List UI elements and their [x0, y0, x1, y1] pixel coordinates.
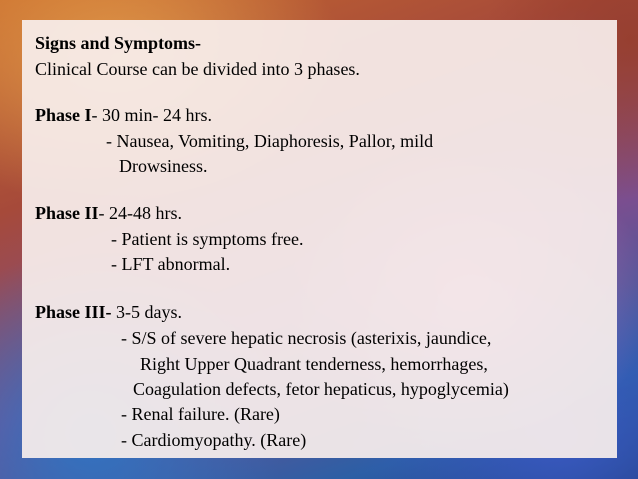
phase-1-line: - Nausea, Vomiting, Diaphoresis, Pallor, mild — [106, 131, 434, 151]
phase-3-line: - Cardiomyopathy. (Rare) — [121, 430, 307, 450]
phase-3-line: Coagulation defects, fetor hepaticus, hypoglycemia) — [133, 379, 509, 399]
phase-3-time: 3-5 days. — [111, 302, 183, 322]
phase-1-time: - 30 min- 24 hrs. — [91, 105, 213, 125]
phase-2-label: Phase II — [35, 203, 99, 223]
phase-3-line: - S/S of severe hepatic necrosis (asterixis, jaundice, — [121, 328, 492, 348]
phase-2-line: - LFT abnormal. — [111, 254, 231, 274]
phase-1-line: Drowsiness. — [119, 156, 208, 176]
content-panel — [22, 20, 617, 458]
phase-3-line: - Renal failure. (Rare) — [121, 404, 280, 424]
phase-3-header — [35, 301, 182, 323]
phase-1-label: Phase I — [35, 105, 92, 125]
phase-2-line: - Patient is symptoms free. — [111, 229, 304, 249]
phase-2-time: - 24-48 hrs. — [98, 203, 183, 223]
phase-2-header — [35, 202, 182, 224]
phase-3-line: Right Upper Quadrant tenderness, hemorrhages, — [140, 354, 488, 374]
intro-text: Clinical Course can be divided into 3 phases. — [35, 59, 360, 79]
slide-heading: Signs and Symptoms- — [35, 33, 202, 53]
phase-1-header — [35, 104, 212, 126]
phase-3-label: Phase III- — [35, 302, 112, 322]
